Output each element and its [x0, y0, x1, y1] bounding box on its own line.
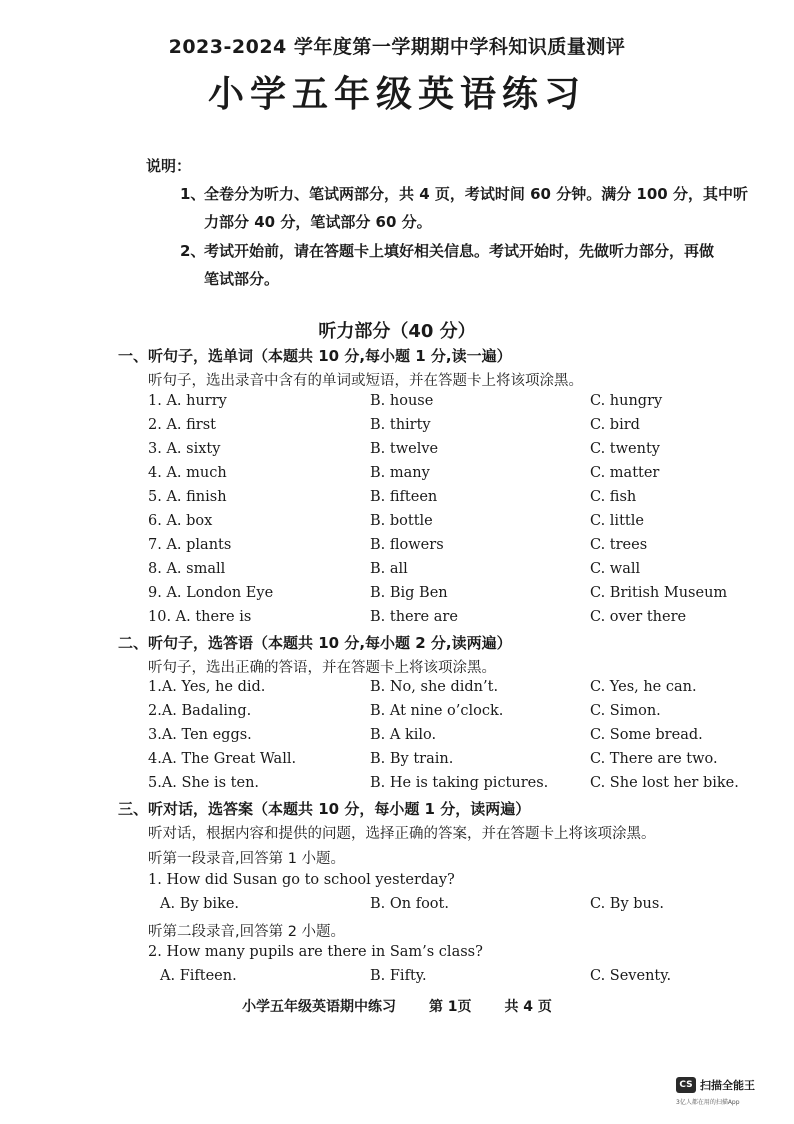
option-a: 2.A. Badaling.: [148, 703, 252, 719]
option-a: A. By bike.: [160, 896, 240, 912]
option-c: C. trees: [590, 537, 648, 553]
note-number: 2、: [180, 242, 206, 260]
part1-title: 一、听句子，选单词（本题共 10 分,每小题 1 分,读一遍）: [118, 347, 512, 365]
option-b: B. many: [370, 465, 430, 481]
option-row: [0, 561, 794, 583]
exam-title: 小学五年级英语练习: [207, 74, 586, 115]
option-row: [0, 393, 794, 415]
question-text: 1. How did Susan go to school yesterday?: [148, 872, 455, 888]
question-text: 2. How many pupils are there in Sam’s class?: [148, 944, 483, 960]
option-a: 4.A. The Great Wall.: [148, 751, 297, 767]
option-c: C. hungry: [590, 393, 663, 409]
option-b: B. house: [370, 393, 434, 409]
option-b: B. A kilo.: [370, 727, 437, 743]
scanner-app-name: 扫描全能王: [700, 1079, 755, 1092]
option-c: C. little: [590, 513, 644, 529]
part2-title: 二、听句子，选答语（本题共 10 分,每小题 2 分,读两遍）: [118, 634, 512, 652]
part1-instruction: 听句子，选出录音中含有的单词或短语，并在答题卡上将该项涂黑。: [148, 373, 583, 389]
option-row: [0, 751, 794, 773]
option-row: [0, 513, 794, 535]
option-c: C. Some bread.: [590, 727, 703, 743]
option-row: [0, 775, 794, 797]
option-c: C. wall: [590, 561, 641, 577]
page-footer: [0, 996, 794, 1016]
option-b: B. He is taking pictures.: [370, 775, 549, 791]
listening-section-title: 听力部分（40 分）: [318, 321, 476, 342]
option-b: B. thirty: [370, 417, 431, 433]
note-item: [180, 237, 755, 293]
option-a: 4. A. much: [148, 465, 227, 481]
option-b: B. Fifty.: [370, 968, 427, 984]
option-row: [0, 465, 794, 487]
note-line: 力部分 40 分，笔试部分 60 分。: [204, 213, 432, 231]
option-a: 3. A. sixty: [148, 441, 221, 457]
option-a: A. Fifteen.: [160, 968, 237, 984]
option-row: [0, 703, 794, 725]
option-b: B. there are: [370, 609, 458, 625]
option-a: 9. A. London Eye: [148, 585, 274, 601]
option-a: 8. A. small: [148, 561, 226, 577]
option-row: [0, 441, 794, 463]
option-c: C. bird: [590, 417, 640, 433]
option-a: 5. A. finish: [148, 489, 227, 505]
recording-lead: 听第二段录音,回答第 2 小题。: [148, 924, 346, 940]
option-c: C. fish: [590, 489, 637, 505]
option-b: B. twelve: [370, 441, 439, 457]
option-b: B. At nine o’clock.: [370, 703, 504, 719]
notes-label: 说明：: [146, 157, 192, 175]
option-b: B. On foot.: [370, 896, 449, 912]
option-a: 6. A. box: [148, 513, 213, 529]
option-a: 1.A. Yes, he did.: [148, 679, 266, 695]
camscanner-logo-icon: CS: [676, 1077, 696, 1093]
option-b: B. bottle: [370, 513, 433, 529]
option-c: C. Seventy.: [590, 968, 672, 984]
option-row: [0, 417, 794, 439]
option-row: [0, 679, 794, 701]
option-row: [0, 968, 794, 990]
part3-title: 三、听对话，选答案（本题共 10 分，每小题 1 分，读两遍）: [118, 800, 531, 818]
option-row: [0, 727, 794, 749]
option-c: C. Simon.: [590, 703, 661, 719]
option-c: C. She lost her bike.: [590, 775, 739, 791]
note-number: 1、: [180, 185, 206, 203]
recording-lead: 听第一段录音,回答第 1 小题。: [148, 851, 346, 867]
option-a: 5.A. She is ten.: [148, 775, 260, 791]
option-c: C. Yes, he can.: [590, 679, 697, 695]
option-b: B. fifteen: [370, 489, 438, 505]
option-b: B. Big Ben: [370, 585, 448, 601]
part3-instruction: 听对话，根据内容和提供的问题，选择正确的答案，并在答题卡上将该项涂黑。: [148, 826, 656, 842]
option-b: B. all: [370, 561, 408, 577]
option-a: 10. A. there is: [148, 609, 252, 625]
footer-exam-name: 小学五年级英语期中练习: [242, 999, 397, 1015]
option-row: [0, 537, 794, 559]
option-c: C. matter: [590, 465, 660, 481]
option-c: C. British Museum: [590, 585, 728, 601]
note-item: [180, 180, 755, 236]
option-b: B. flowers: [370, 537, 444, 553]
option-row: [0, 896, 794, 918]
option-a: 1. A. hurry: [148, 393, 227, 409]
footer-page-total: 共 4 页: [504, 999, 552, 1015]
note-line: 全卷分为听力、笔试两部分，共 4 页，考试时间 60 分钟。满分 100 分，其中听: [204, 185, 748, 203]
footer-page-number: 第 1页: [428, 999, 472, 1015]
part2-instruction: 听句子，选出正确的答语，并在答题卡上将该项涂黑。: [148, 660, 496, 676]
option-a: 3.A. Ten eggs.: [148, 727, 252, 743]
scanner-watermark: [676, 1075, 786, 1113]
option-b: B. By train.: [370, 751, 454, 767]
option-row: [0, 489, 794, 511]
option-a: 2. A. first: [148, 417, 217, 433]
option-row: [0, 609, 794, 631]
exam-subtitle: 2023-2024 学年度第一学期期中学科知识质量测评: [168, 36, 626, 58]
option-c: C. twenty: [590, 441, 660, 457]
option-row: [0, 585, 794, 607]
scanner-tagline: 3亿人都在用的扫描App: [676, 1099, 740, 1106]
option-b: B. No, she didn’t.: [370, 679, 499, 695]
option-a: 7. A. plants: [148, 537, 232, 553]
note-line: 考试开始前，请在答题卡上填好相关信息。考试开始时，先做听力部分，再做: [204, 242, 715, 260]
option-c: C. over there: [590, 609, 687, 625]
option-c: C. There are two.: [590, 751, 718, 767]
note-line: 笔试部分。: [204, 270, 280, 288]
option-c: C. By bus.: [590, 896, 664, 912]
